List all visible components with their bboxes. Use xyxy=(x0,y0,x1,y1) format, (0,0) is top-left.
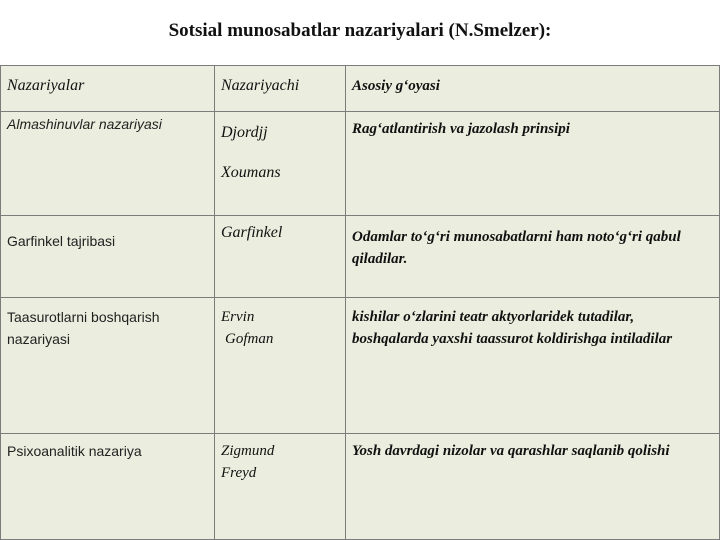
table-row xyxy=(1,112,720,216)
theory-cell xyxy=(1,434,215,540)
table-row xyxy=(1,216,720,298)
theorist-cell xyxy=(215,434,346,540)
idea-text: kishilar o‘zlarini teatr aktyorlaridek tutadilar, boshqalarda yaxshi taassurot koldirishga intiladilar xyxy=(352,309,673,347)
idea-cell xyxy=(346,216,720,298)
theories-table xyxy=(0,65,720,540)
theory-name: Psixoanalitik nazariya xyxy=(7,443,142,459)
table-header-row xyxy=(1,66,720,112)
theorist-second-line: Gofman xyxy=(225,331,274,347)
theorist-first-line: Garfinkel xyxy=(221,224,283,241)
theory-cell xyxy=(1,216,215,298)
idea-text: Rag‘atlantirish va jazolash prinsipi xyxy=(352,121,570,137)
idea-text: Odamlar to‘g‘ri munosabatlarni ham noto‘g‘ri qabul qiladilar. xyxy=(352,229,681,267)
header-theorist xyxy=(215,66,346,112)
theorist-cell xyxy=(215,112,346,216)
page-title: Sotsial munosabatlar nazariyalari (N.Smelzer): xyxy=(168,20,552,41)
header-theories xyxy=(1,66,215,112)
header-theories-label: Nazariyalar xyxy=(7,77,85,94)
theory-name: Taasurotlarni boshqarish nazariyasi xyxy=(7,309,160,347)
header-theorist-label: Nazariyachi xyxy=(221,77,300,94)
theorist-cell xyxy=(215,216,346,298)
theorist-second-line: Freyd xyxy=(221,465,257,481)
header-main-idea xyxy=(346,66,720,112)
theorist-second-line: Xoumans xyxy=(221,164,281,181)
theorist-cell xyxy=(215,298,346,434)
idea-cell xyxy=(346,112,720,216)
header-main-idea-label: Asosiy g‘oyasi xyxy=(352,78,440,94)
theory-name: Almashinuvlar nazariyasi xyxy=(7,116,162,132)
theorist-first-line: Zigmund xyxy=(221,443,275,459)
theory-name: Garfinkel tajribasi xyxy=(7,233,116,249)
table-row xyxy=(1,298,720,434)
theory-cell xyxy=(1,112,215,216)
idea-cell xyxy=(346,434,720,540)
theory-cell xyxy=(1,298,215,434)
idea-text: Yosh davrdagi nizolar va qarashlar saqlanib qolishi xyxy=(352,443,670,459)
idea-cell xyxy=(346,298,720,434)
theorist-first-line: Ervin xyxy=(221,309,255,325)
table-row xyxy=(1,434,720,540)
theorist-first-line: Djordjj xyxy=(221,124,268,141)
